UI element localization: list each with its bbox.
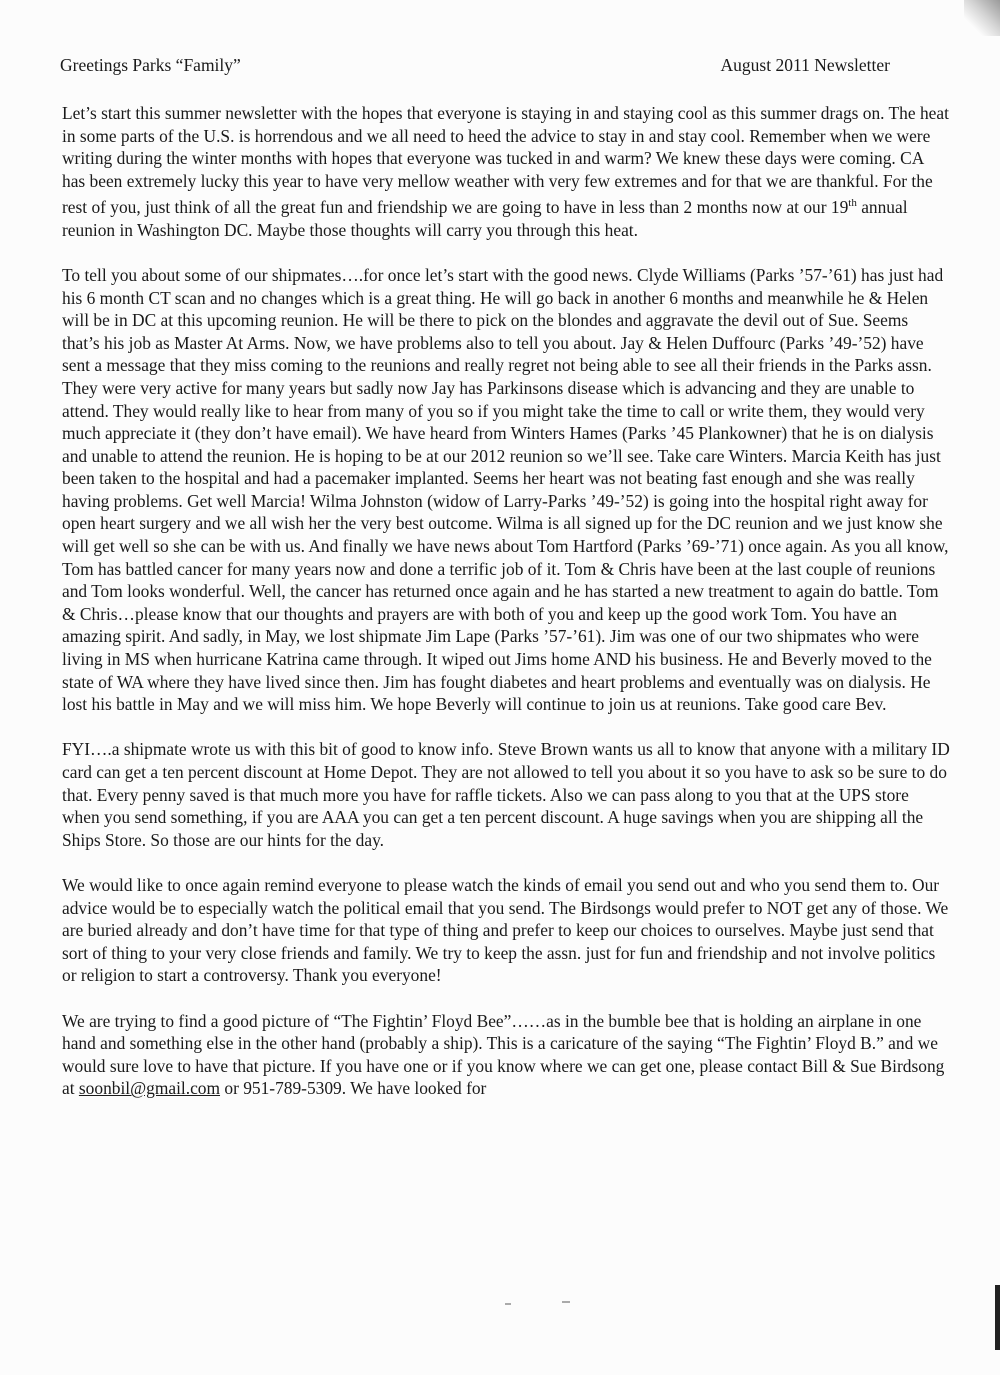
- paragraph-intro-text-end: annual reunion in Washington DC. Maybe those thoughts will carry you through this heat.: [62, 197, 908, 240]
- paragraph-floyd-bee-text-end: or 951-789-5309. We have looked for: [220, 1078, 487, 1099]
- paragraph-shipmate-news: To tell you about some of our shipmates….for once let’s start with the good news. Clyde Williams (Parks ’57-’61) has just had his 6 month CT scan and no changes which is a great thing. He will go back in another 6 months and meanwhile he & Helen will be in DC at this upcoming reunion. He will be there to pick on the blondes and aggravate the devil out of Sue. Seems that’s his job as Master At Arms. Now, we have problems also to tell you about. Jay & Helen Duffourc (Parks ’49-’52) have sent a message that they miss coming to the reunions and really regret not being able to see all their friends in the Parks assn. They were very active for many years but sadly now Jay has Parkinsons disease which is advancing and they are unable to attend. They would really like to hear from many of you so if you might take the time to call or write them, they would very much appreciate it (they don’t have email). We have heard from Winters Hames (Parks ’45 Plankowner) that he is on dialysis and unable to attend the reunion. He is hoping to be at our 2012 reunion so we’ll see. Take care Winters. Marcia Keith has just been taken to the hospital and had a pacemaker implanted. Seems her heart was not beating fast enough and she was really having problems. Get well Marcia! Wilma Johnston (widow of Larry-Parks ’49-’52) is going into the hospital right away for open heart surgery and we all wish her the very best outcome. Wilma is all signed up for the DC reunion and we just know she will get well so she can be with us. And finally we have news about Tom Hartford (Parks ’69-’71) once again. As you all know, Tom has battled cancer for many years now and done a terrific job of it. Tom & Chris have been at the last couple of reunions and Tom looks wonderful. Well, the cancer has returned once again and he has started a new treatment to again do battle. Tom & Chris…please know that our thoughts and prayers are with both of you and keep up the good work Tom. You have an amazing spirit. And sadly, in May, we lost shipmate Jim Lape (Parks ’57-’61). Jim was one of our two shipmates who were living in MS when hurricane Katrina came through. It wiped out Jims home AND his business. He and Beverly moved to the state of WA where they have lived since then. Jim has fought diabetes and heart problems and eventually was on dialysis. He lost his battle in May and we will miss him. We hope Beverly will continue to join us at reunions. Take good care Bev.: [62, 264, 949, 715]
- paragraph-intro: [62, 102, 950, 241]
- scan-corner-shadow: [964, 0, 1000, 36]
- greeting-line: Greetings Parks “Family”: [60, 55, 241, 75]
- ordinal-suffix: th: [848, 197, 857, 210]
- scan-edge-mark: [995, 1285, 1000, 1350]
- scan-speck: [505, 1303, 511, 1305]
- paragraph-email-reminder: We would like to once again remind everyone to please watch the kinds of email you send out and who you send them to. Our advice would be to especially watch the political email that you send. The Birdsongs would prefer to NOT get any of those. We are buried already and don’t have time for that type of thing and prefer to keep our choices to ourselves. Maybe just send that sort of thing to your very close friends and family. We try to keep the assn. just for fun and friendship and not involve politics or religion to start a controversy. Thank you everyone!: [62, 874, 949, 986]
- paragraph-intro-text: Let’s start this summer newsletter with the hopes that everyone is staying in and staying cool as this summer drags on. The heat in some parts of the U.S. is horrendous and we all need to heed the advice to stay in and stay cool. Remember when we were writing during the winter months with hopes that everyone was tucked in and warm? We knew these days were coming. CA has been extremely lucky this year to have very mellow weather with very few extremes and for that we are thankful. For the rest of you, just think of all the great fun and friendship we are going to have in less than 2 months now at our 19: [62, 103, 949, 218]
- newsletter-header: [60, 55, 890, 81]
- paragraph-floyd-bee-request: [62, 1010, 950, 1100]
- newsletter-body: [62, 102, 950, 1123]
- newsletter-date-title: August 2011 Newsletter: [720, 55, 890, 75]
- paragraph-discount-info: FYI….a shipmate wrote us with this bit of good to know info. Steve Brown wants us all to know that anyone with a military ID card can get a ten percent discount at Home Depot. They are not allowed to tell you about it so you have to ask so be sure to do that. Every penny saved is that much more you have for raffle tickets. Also we can pass along to you that at the UPS store when you send something, if you are AAA you can get a ten percent discount. A huge savings when you are shipping all the Ships Store. So those are our hints for the day.: [62, 739, 950, 850]
- scan-speck: [562, 1301, 570, 1303]
- contact-email-link[interactable]: soonbil@gmail.com: [78, 1078, 221, 1099]
- paragraph-floyd-bee-text: We are trying to find a good picture of “The Fightin’ Floyd Bee”……as in the bumble bee that is holding an airplane in one hand and something else in the other hand (probably a ship). This is a caricature of the saying “The Fightin’ Floyd B.” and we would sure love to have that picture. If you have one or if you know where we can get one, please contact Bill & Sue Birdsong at: [62, 1010, 945, 1099]
